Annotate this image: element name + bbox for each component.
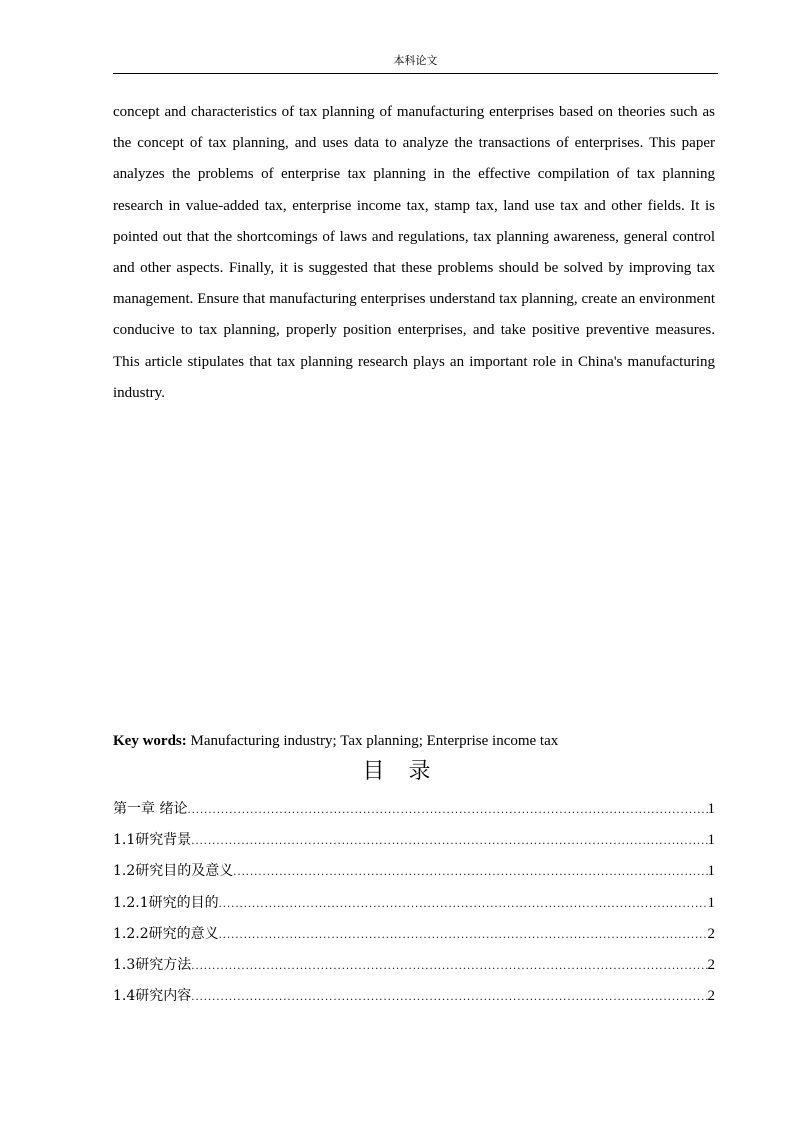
toc-entry-page: 2 [707, 988, 715, 1005]
abstract-paragraph: concept and characteristics of tax planning of manufacturing enterprises based on theories such as the concept of tax planning, and uses data to analyze the transactions of enterprises. This paper analyzes the problems of enterprise tax planning in the effective compilation of tax planning research in value-added tax, enterprise income tax, stamp tax, land use tax and other fields. It is pointed out that the shortcomings of laws and regulations, tax planning awareness, general control and other aspects. Finally, it is suggested that these problems should be solved by improving tax management. Ensure that manufacturing enterprises understand tax planning, create an environment conducive to tax planning, properly position enterprises, and take positive preventive measures. This article stipulates that tax planning research plays an important role in China's manufacturing industry. [113, 104, 715, 401]
toc-leader-dots [219, 889, 708, 920]
toc-entry-page: 2 [707, 925, 715, 942]
page-header: 本科论文 [393, 54, 438, 67]
toc-entry-page: 2 [707, 956, 715, 973]
keywords-label: Key words: [113, 733, 187, 749]
toc-entry-1-4[interactable] [113, 981, 715, 1012]
toc-entry-page: 1 [707, 863, 715, 880]
toc-leader-dots [219, 920, 708, 951]
toc-entry-1-1[interactable] [113, 825, 715, 856]
toc-entry-1-2-2[interactable] [113, 919, 715, 950]
toc-leader-dots [187, 795, 707, 826]
toc-leader-dots [191, 826, 707, 857]
toc-entry-page: 1 [707, 832, 715, 849]
toc-leader-dots [191, 982, 707, 1013]
table-of-contents [113, 794, 715, 1012]
toc-entry-label: 1.4研究内容 [113, 988, 192, 1005]
toc-entry-page: 1 [707, 801, 715, 817]
toc-entry-1-3[interactable] [113, 950, 715, 981]
toc-entry-label: 1.2研究目的及意义 [113, 863, 234, 880]
toc-entry-1-2[interactable] [113, 856, 715, 887]
toc-leader-dots [191, 951, 707, 982]
toc-title: 目录 [362, 759, 455, 784]
toc-entry-label: 1.2.1研究的目的 [113, 894, 219, 911]
toc-entry-label: 1.2.2研究的意义 [113, 925, 219, 942]
keywords-line [113, 729, 718, 753]
toc-entry-label: 1.1研究背景 [113, 832, 192, 849]
toc-entry-chapter-1[interactable] [113, 794, 715, 825]
header-divider [113, 73, 718, 74]
toc-entry-label: 第一章 绪论 [113, 801, 188, 817]
toc-entry-1-2-1[interactable] [113, 888, 715, 919]
toc-entry-label: 1.3研究方法 [113, 956, 192, 973]
keywords-value: Manufacturing industry; Tax planning; Enterprise income tax [190, 733, 559, 749]
toc-leader-dots [233, 857, 707, 888]
toc-entry-page: 1 [707, 894, 715, 911]
